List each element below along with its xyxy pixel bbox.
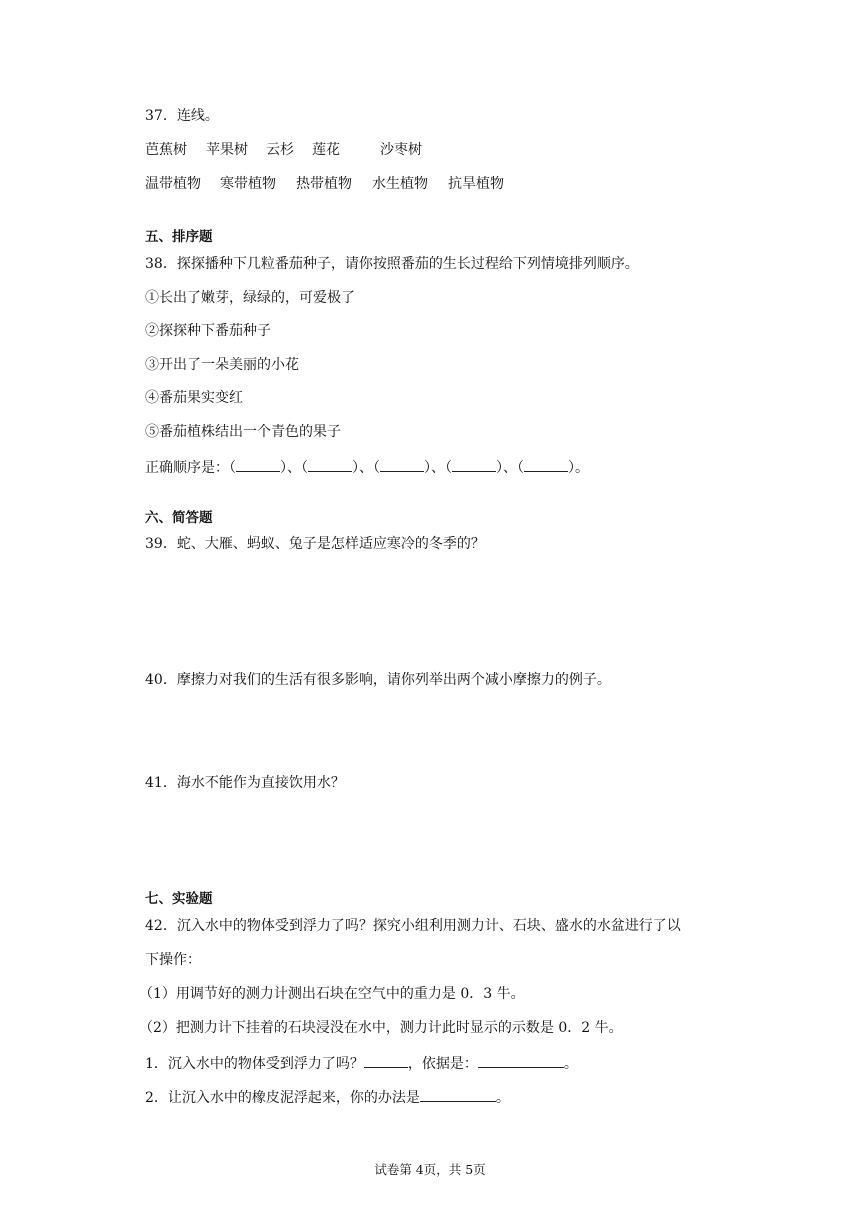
- paren: ）: [352, 460, 359, 476]
- q38-title: 38．探探播种下几粒番茄种子，请你按照番茄的生长过程给下列情境排列顺序。: [145, 256, 639, 272]
- page-footer: 试卷第 4页，共 5页: [374, 1162, 486, 1177]
- plant-label: 莲花: [312, 142, 340, 158]
- paren: （: [373, 460, 380, 476]
- separator: 、: [503, 460, 517, 476]
- q39-title: 39．蛇、大雁、蚂蚁、兔子是怎样适应寒冷的冬季的？: [145, 536, 485, 552]
- plant-label: 沙枣树: [380, 142, 422, 158]
- q42-sub-1-text: ，依据是：: [407, 1056, 478, 1072]
- answer-prefix: 正确顺序是：: [145, 460, 229, 476]
- plant-type-label: 寒带植物: [220, 176, 276, 192]
- section-heading-sorting: 五、排序题: [145, 229, 213, 245]
- plant-type-label: 水生植物: [372, 176, 428, 192]
- paren: （: [229, 460, 236, 476]
- paren: （: [517, 460, 524, 476]
- q38-item: ③开出了一朵美丽的小花: [145, 357, 299, 373]
- plant-type-label: 温带植物: [145, 176, 201, 192]
- q38-item: ④番茄果实变红: [145, 390, 243, 406]
- q38-item: ⑤番茄植株结出一个青色的果子: [145, 424, 341, 440]
- q42-sub-2: [145, 1087, 510, 1107]
- paren: ）: [568, 460, 575, 476]
- separator: 、: [359, 460, 373, 476]
- q40-title: 40．摩擦力对我们的生活有很多影响，请你列举出两个减小摩擦力的例子。: [145, 672, 611, 688]
- answer-blank[interactable]: [308, 457, 352, 472]
- answer-blank[interactable]: [452, 457, 496, 472]
- period: 。: [575, 460, 589, 476]
- section-heading-short-answer: 六、简答题: [145, 510, 213, 526]
- q38-answer-line: [145, 457, 589, 477]
- q41-title: 41．海水不能作为直接饮用水？: [145, 775, 345, 791]
- q37-title: 37．连线。: [145, 108, 219, 124]
- plant-label: 云杉: [266, 142, 294, 158]
- q42-step-2: （2）把测力计下挂着的石块浸没在水中，测力计此时显示的示数是 0．2 牛。: [139, 1020, 623, 1036]
- plant-type-label: 抗旱植物: [448, 176, 504, 192]
- answer-blank[interactable]: [364, 1053, 408, 1068]
- q38-item: ②探探种下番茄种子: [145, 323, 271, 339]
- paren: （: [445, 460, 452, 476]
- separator: 、: [287, 460, 301, 476]
- q42-step-1: （1）用调节好的测力计测出石块在空气中的重力是 0．3 牛。: [139, 986, 525, 1002]
- paren: ）: [280, 460, 287, 476]
- q42-sub-2-text: 2．让沉入水中的橡皮泥浮起来，你的办法是: [145, 1090, 420, 1106]
- period: 。: [495, 1090, 510, 1106]
- plant-label: 芭蕉树: [145, 142, 187, 158]
- answer-blank[interactable]: [524, 457, 568, 472]
- answer-blank[interactable]: [236, 457, 280, 472]
- section-heading-experiment: 七、实验题: [145, 891, 213, 907]
- q42-title-cont: 下操作：: [145, 952, 201, 968]
- paren: （: [301, 460, 308, 476]
- q42-sub-1: [145, 1053, 578, 1073]
- period: 。: [563, 1056, 578, 1072]
- plant-type-label: 热带植物: [296, 176, 352, 192]
- q42-title: 42．沉入水中的物体受到浮力了吗？探究小组利用测力计、石块、盛水的水盆进行了以: [145, 918, 681, 934]
- answer-blank[interactable]: [420, 1087, 496, 1102]
- paren: ）: [496, 460, 503, 476]
- answer-blank[interactable]: [478, 1053, 564, 1068]
- separator: 、: [431, 460, 445, 476]
- q38-item: ①长出了嫩芽，绿绿的，可爱极了: [145, 290, 355, 306]
- answer-blank[interactable]: [380, 457, 424, 472]
- plant-label: 苹果树: [206, 142, 248, 158]
- q42-sub-1-text: 1．沉入水中的物体受到浮力了吗？: [145, 1056, 364, 1072]
- paren: ）: [424, 460, 431, 476]
